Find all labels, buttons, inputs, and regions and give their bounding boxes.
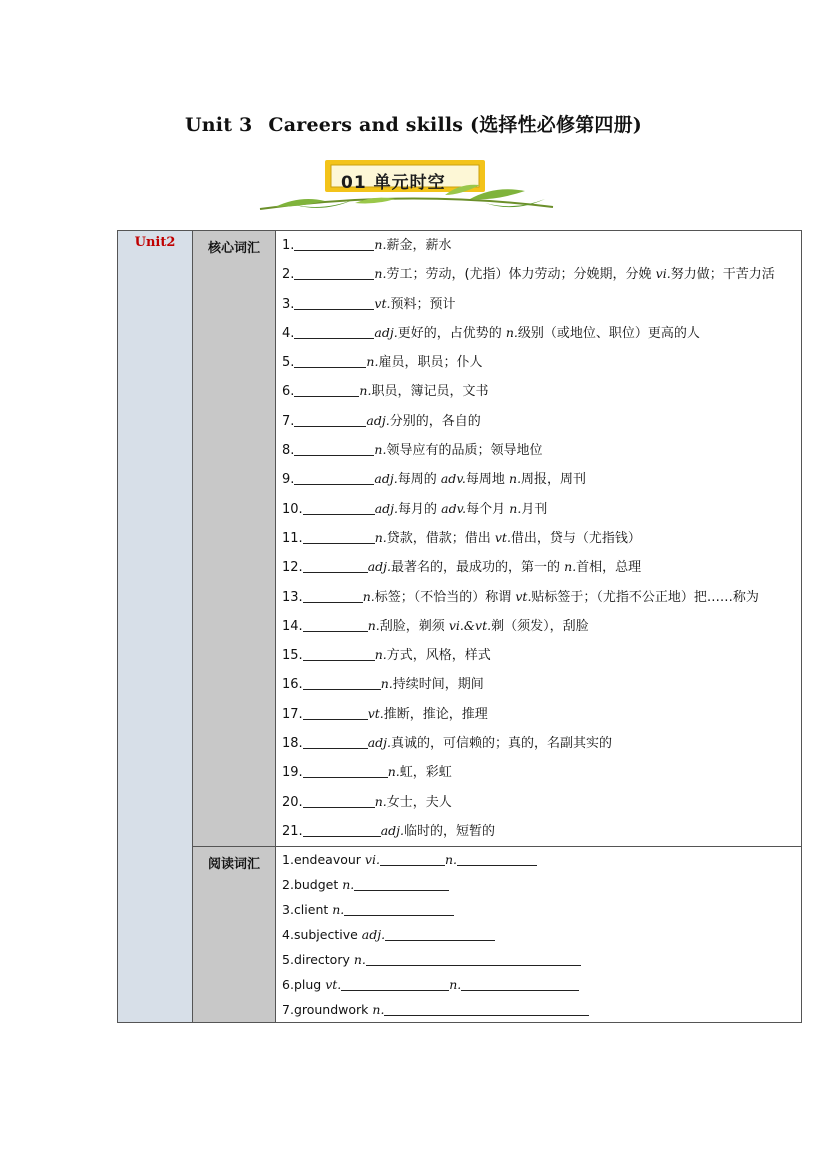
item-number: 9. <box>282 472 295 488</box>
part-of-speech: n. <box>359 383 372 399</box>
answer-blank <box>303 646 375 661</box>
part-of-speech: vt. <box>325 977 342 993</box>
definition: 每周地 <box>465 472 510 488</box>
core-word-item <box>276 260 801 289</box>
part-of-speech: adv. <box>440 471 466 487</box>
unit-cell <box>118 231 193 1023</box>
definition: 女士，夫人 <box>386 794 452 810</box>
definition: 雇员，职员；仆人 <box>378 355 483 371</box>
part-of-speech: n. <box>374 237 387 252</box>
part-of-speech: vi.&vt. <box>448 617 492 633</box>
item-number: 21. <box>282 823 303 839</box>
definition: 级别（或地位、职位）更高的人 <box>517 325 700 341</box>
part-of-speech: n. <box>387 764 400 780</box>
answer-blank <box>303 763 388 778</box>
item-number: 1. <box>282 852 294 868</box>
answer-blank <box>303 705 368 720</box>
core-word-item <box>276 700 801 729</box>
item-number: 11. <box>282 530 303 546</box>
reading-word-item <box>276 872 801 897</box>
reading-vocabulary-header-cell <box>193 847 276 1023</box>
definition: 分别的，各自的 <box>389 413 481 429</box>
part-of-speech: n. <box>505 324 518 340</box>
part-of-speech: n. <box>380 676 393 692</box>
core-word-item <box>276 583 801 612</box>
answer-blank <box>294 441 374 456</box>
reading-word-item <box>276 897 801 922</box>
item-number: 6. <box>282 384 295 400</box>
part-of-speech: n. <box>444 852 457 868</box>
definition: 领导应有的品质；领导地位 <box>386 443 543 459</box>
part-of-speech: adj. <box>380 822 404 838</box>
part-of-speech: vt. <box>515 588 532 604</box>
answer-blank <box>294 265 374 280</box>
part-of-speech: n. <box>367 617 380 633</box>
item-number: 4. <box>282 325 295 341</box>
core-word-item <box>276 231 801 260</box>
item-number: 3. <box>282 902 294 918</box>
definition: 标签；（不恰当的）称谓 <box>374 589 516 605</box>
part-of-speech: n. <box>449 977 462 993</box>
core-word-item <box>276 407 801 436</box>
unit-number: Unit 3 <box>185 114 253 136</box>
core-word-item <box>276 758 801 787</box>
definition: 努力做；干苦力活 <box>670 267 775 283</box>
part-of-speech: adv. <box>441 500 467 516</box>
answer-blank <box>341 976 449 991</box>
core-word-item <box>276 524 801 553</box>
item-number: 8. <box>282 443 295 459</box>
part-of-speech: adj. <box>374 324 398 340</box>
definition: 刮脸，剃须 <box>379 618 449 634</box>
answer-blank <box>294 236 374 251</box>
part-of-speech: n. <box>332 902 345 918</box>
answer-blank <box>294 353 366 368</box>
unit-topic: Careers and skills (选择性必修第四册) <box>268 114 642 136</box>
definition: 真诚的，可信赖的；真的，名副其实的 <box>391 736 613 752</box>
part-of-speech: vi. <box>364 852 380 868</box>
core-word-item <box>276 495 801 524</box>
part-of-speech: n. <box>372 1002 385 1018</box>
answer-blank <box>303 793 375 808</box>
definition: 薪金，薪水 <box>386 238 452 253</box>
core-word-item <box>276 612 801 641</box>
part-of-speech: n. <box>374 266 387 282</box>
answer-blank <box>294 470 374 485</box>
item-number: 16. <box>282 677 303 693</box>
reading-vocabulary-heading: 阅读词汇 <box>207 857 260 873</box>
item-number: 1. <box>282 238 295 253</box>
definition: 剃（须发），刮脸 <box>491 618 589 634</box>
definition: 周报，周刊 <box>521 472 587 488</box>
reading-vocabulary-list <box>276 847 802 1023</box>
part-of-speech: n. <box>509 471 522 487</box>
answer-blank <box>303 529 375 544</box>
word: budget <box>293 877 343 893</box>
answer-blank <box>303 822 381 837</box>
banner-label: 01 单元时空 <box>341 173 446 193</box>
answer-blank <box>303 558 368 573</box>
answer-blank <box>384 1001 589 1016</box>
vocabulary-table <box>117 230 802 1023</box>
word: client <box>293 902 333 918</box>
core-word-item <box>276 817 801 846</box>
part-of-speech: n. <box>374 442 387 458</box>
item-number: 19. <box>282 765 303 781</box>
part-of-speech: adj. <box>374 471 398 487</box>
item-number: 20. <box>282 794 303 810</box>
answer-blank <box>303 675 381 690</box>
item-number: 2. <box>282 877 294 893</box>
word: directory <box>293 952 354 968</box>
part-of-speech: adj. <box>374 500 398 516</box>
part-of-speech: vt. <box>367 705 384 721</box>
definition: 劳工；劳动，(尤指）体力劳动；分娩期，分娩 <box>386 267 656 283</box>
answer-blank <box>461 976 579 991</box>
item-number: 5. <box>282 952 294 968</box>
item-number: 17. <box>282 706 303 722</box>
definition: 推断，推论，推理 <box>383 706 488 722</box>
item-number: 7. <box>282 1002 294 1018</box>
answer-blank <box>385 926 495 941</box>
unit-label: Unit2 <box>134 235 176 250</box>
core-word-item <box>276 670 801 699</box>
item-number: 2. <box>282 267 295 283</box>
part-of-speech: vt. <box>494 529 511 545</box>
part-of-speech: n. <box>353 952 366 968</box>
answer-blank <box>344 901 454 916</box>
item-number: 5. <box>282 355 295 371</box>
definition: 职员，簿记员，文书 <box>371 384 489 400</box>
part-of-speech: n. <box>374 793 387 809</box>
part-of-speech: n. <box>374 647 387 663</box>
definition: 持续时间，期间 <box>392 677 484 693</box>
core-word-item <box>276 436 801 465</box>
item-number: 12. <box>282 560 303 576</box>
core-vocabulary-list <box>276 231 802 847</box>
word: subjective <box>293 927 362 943</box>
definition: 首相，总理 <box>576 560 642 576</box>
core-word-item <box>276 729 801 758</box>
answer-blank <box>294 295 374 310</box>
item-number: 7. <box>282 413 295 429</box>
item-number: 13. <box>282 589 303 605</box>
definition: 最著名的，最成功的，第一的 <box>391 560 565 576</box>
answer-blank <box>457 851 537 866</box>
part-of-speech: adj. <box>366 412 390 428</box>
part-of-speech: n. <box>342 877 355 893</box>
core-word-item <box>276 377 801 406</box>
part-of-speech: n. <box>362 588 375 604</box>
item-number: 15. <box>282 648 303 664</box>
definition: 临时的，短暂的 <box>404 823 496 839</box>
page-title <box>0 110 827 137</box>
answer-blank <box>303 500 375 515</box>
answer-blank <box>294 412 366 427</box>
core-word-item <box>276 290 801 319</box>
definition: 预料；预计 <box>390 296 456 312</box>
answer-blank <box>294 382 359 397</box>
answer-blank <box>303 617 368 632</box>
definition: 方式，风格，样式 <box>386 648 491 664</box>
answer-blank <box>380 851 445 866</box>
item-number: 10. <box>282 501 303 517</box>
word: plug <box>293 977 326 993</box>
part-of-speech: adj. <box>367 559 391 575</box>
definition: 贴标签于；（尤指不公正地）把……称为 <box>531 589 759 605</box>
item-number: 3. <box>282 296 295 312</box>
reading-word-item <box>276 922 801 947</box>
part-of-speech: n. <box>374 529 387 545</box>
answer-blank <box>294 324 374 339</box>
part-of-speech: vt. <box>374 295 391 311</box>
answer-blank <box>303 734 368 749</box>
reading-word-item <box>276 997 801 1022</box>
part-of-speech: adj. <box>361 927 386 943</box>
definition: 贷款，借款；借出 <box>386 530 495 546</box>
item-number: 14. <box>282 618 303 634</box>
core-word-item <box>276 788 801 817</box>
part-of-speech: n. <box>366 354 379 370</box>
core-vocabulary-heading: 核心词汇 <box>207 241 260 256</box>
answer-blank <box>366 951 581 966</box>
part-of-speech: n. <box>564 559 577 575</box>
definition: 虹，彩虹 <box>399 765 452 781</box>
section-banner <box>255 155 555 217</box>
part-of-speech: adj. <box>367 735 391 751</box>
item-number: 18. <box>282 736 303 752</box>
definition: 借出，贷与（尤指钱） <box>510 530 641 546</box>
definition: 每周的 <box>397 472 441 488</box>
core-word-item <box>276 553 801 582</box>
part-of-speech: n. <box>509 500 522 516</box>
core-word-item <box>276 641 801 670</box>
item-number: 4. <box>282 927 294 943</box>
definition: 每个月 <box>466 501 510 517</box>
part-of-speech: vi. <box>655 266 671 282</box>
item-number: 6. <box>282 977 294 993</box>
core-word-item <box>276 348 801 377</box>
definition: 更好的，占优势的 <box>397 325 506 341</box>
core-vocabulary-header-cell <box>193 231 276 847</box>
core-word-item <box>276 319 801 348</box>
core-word-item <box>276 465 801 494</box>
reading-word-item <box>276 972 801 997</box>
answer-blank <box>303 588 363 603</box>
answer-blank <box>354 876 449 891</box>
definition: 月刊 <box>521 501 548 517</box>
word: groundwork <box>293 1002 373 1018</box>
word: endeavour <box>293 852 365 868</box>
reading-word-item <box>276 847 801 872</box>
reading-word-item <box>276 947 801 972</box>
definition: 每月的 <box>398 501 442 517</box>
